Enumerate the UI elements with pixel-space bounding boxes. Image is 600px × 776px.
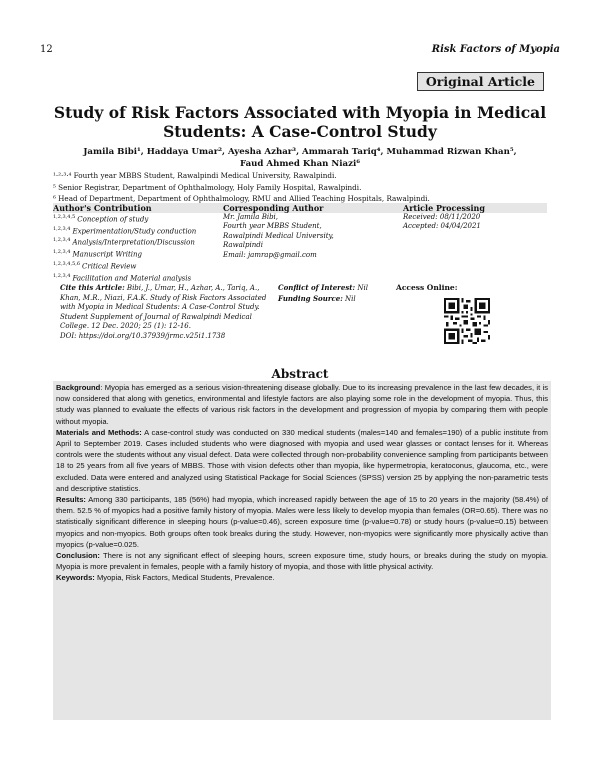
funding-label: Funding Source: bbox=[278, 293, 343, 303]
keywords-label: Keywords: bbox=[56, 573, 95, 583]
accepted-date: Accepted: 04/04/2021 bbox=[403, 222, 481, 231]
contrib-text: Experimentation/Study conduction bbox=[72, 227, 197, 236]
abstract-box bbox=[53, 381, 551, 720]
conclusion-label: Conclusion: bbox=[56, 551, 100, 561]
corresponding-heading: Corresponding Author bbox=[223, 203, 324, 213]
abstract-title: Abstract bbox=[271, 367, 329, 381]
paper-title: Study of Risk Factors Associated with Myopia in Medical Students: A Case-Control Study bbox=[53, 103, 547, 141]
affiliation: ⁵ Senior Registrar, Department of Ophthalmology, Holy Family Hospital, Rawalpindi. bbox=[53, 182, 362, 192]
conflict-label: Conflict of Interest: bbox=[278, 283, 356, 292]
corresponding-line: Mr. Jamila Bibi, bbox=[223, 213, 279, 221]
contrib-text: Conception of study bbox=[77, 215, 149, 224]
info-grid-body bbox=[53, 213, 547, 283]
author-list bbox=[40, 146, 560, 170]
article-type-badge: Original Article bbox=[417, 72, 544, 91]
doi-link[interactable]: DOI: https://doi.org/10.37939/jrmc.v25i1.1738 bbox=[60, 331, 226, 340]
corresponding-author bbox=[223, 213, 403, 283]
methods-text: A case-control study was conducted on 330 medical students (males=140 and females=190) of a public institute from April to September 2019. Cases included students who were diagnosed with myopia and used wear glasses or contact lenses for it. Whereas controls were the students without any visual defect. Data were collected through non-probability convenience sampling from participants between 18 to 25 years from all five years of MBBS. Those with vision defects other than myopia, like hypermetropia, keratoconus, glaucoma, etc., were excluded. Data were entered and analyzed using Statistical Package for Social Sciences (SPSS) version 25 by applying the non-parametric tests and descriptive statistics. bbox=[56, 427, 548, 493]
results-text: Among 330 participants, 185 (56%) had myopia, which increased rapidly between the age of 15 to 20 years in the majority (58.4%) of them. 52.5 % of myopics had a positive family history of myopia. Males were less likely to develop myopia than females (OR=0.65). There was no statistically significant difference in sleeping hours (p-value=0.46), screen exposure time (p-value=0.78) or study hours (p-value=0.15) between myopics and non-myopics. Both groups often took breaks during the study. However, non-myopics were significantly more physically active than myopics (p-value=0.025. bbox=[56, 495, 548, 549]
contrib-item bbox=[53, 213, 223, 225]
running-title: Risk Factors of Myopia bbox=[431, 44, 560, 55]
abstract-methods bbox=[56, 427, 548, 494]
page-number: 12 bbox=[40, 44, 53, 55]
contrib-sup: 1,2,3,4 bbox=[53, 237, 71, 244]
contrib-text: Facilitation and Material analysis bbox=[72, 274, 192, 282]
cite-text: Bibi, J., Umar, H., Azhar, A., Tariq, A., Khan, M.R., Niazi, F.A.K. Study of Risk Factors Associated with Myopia in Medical Students: A Case-Control Study. Student Supplement of Journal of Rawalpindi Medical College. 12 Dec. 2020; 25 (1): 12-16. bbox=[60, 284, 267, 331]
contrib-item bbox=[53, 272, 223, 284]
received-date: Received: 08/11/2020 bbox=[403, 213, 481, 221]
conflict-block bbox=[278, 283, 368, 304]
affiliations bbox=[53, 170, 430, 205]
conflict-value: Nil bbox=[357, 284, 368, 292]
corresponding-line: Rawalpindi Medical University, bbox=[223, 231, 334, 240]
keywords-text: Myopia, Risk Factors, Medical Students, Prevalence. bbox=[94, 573, 275, 583]
article-processing bbox=[403, 213, 547, 283]
methods-label: Materials and Methods: bbox=[56, 427, 142, 437]
contrib-text: Manuscript Writing bbox=[72, 250, 142, 259]
contrib-sup: 1,2,3,4 bbox=[53, 272, 71, 279]
citation-block bbox=[60, 283, 272, 342]
author-line-1: Jamila Bibi¹, Haddaya Umar², Ayesha Azhar³, Ammarah Tariq⁴, Muhammad Rizwan Khan⁵, bbox=[83, 147, 517, 157]
author-line-2: Faud Ahmed Khan Niazi⁶ bbox=[239, 159, 361, 169]
access-online-label: Access Online: bbox=[396, 283, 458, 292]
contrib-item bbox=[53, 248, 223, 260]
contrib-sup: 1,2,3,4,5 bbox=[53, 214, 76, 220]
contrib-sup: 1,2,3,4,5,6 bbox=[53, 260, 81, 267]
abstract-results bbox=[56, 494, 548, 550]
corresponding-line: Rawalpindi bbox=[223, 241, 263, 250]
abstract-keywords bbox=[56, 572, 548, 583]
results-label: Results: bbox=[56, 495, 86, 505]
contrib-text: Analysis/Interpretation/Discussion bbox=[72, 238, 195, 247]
affiliation: ¹·²·³·⁴ Fourth year MBBS Student, Rawalpindi Medical University, Rawalpindi. bbox=[53, 171, 337, 180]
contrib-heading: Author's Contribution bbox=[53, 203, 152, 213]
cite-label: Cite this Article: bbox=[60, 283, 125, 292]
info-grid-header bbox=[53, 203, 547, 213]
conclusion-text: There is not any significant effect of sleeping hours, screen exposure time, study hours, or breaks during the study on myopia. Myopia is more prevalent in females, people with a family history of myopia, and those with little physical activity. bbox=[56, 551, 548, 572]
contrib-sup: 1,2,3,4 bbox=[53, 249, 71, 256]
contrib-sup: 1,2,3,4 bbox=[53, 225, 71, 232]
contrib-item bbox=[53, 225, 223, 237]
contrib-item bbox=[53, 260, 223, 272]
contrib-item bbox=[53, 236, 223, 248]
contrib-text: Critical Review bbox=[82, 262, 137, 271]
qr-code-icon[interactable] bbox=[444, 298, 490, 344]
affiliation: ⁶ Head of Department, Department of Ophthalmology, RMU and Allied Teaching Hospitals, Rawalpindi. bbox=[53, 194, 430, 203]
corresponding-email[interactable]: Email: jamrap@gmail.com bbox=[223, 250, 317, 259]
background-label: Background bbox=[56, 383, 101, 392]
abstract-conclusion bbox=[56, 550, 548, 572]
abstract-background bbox=[56, 382, 548, 427]
contrib-list bbox=[53, 213, 223, 283]
article-info-grid bbox=[53, 203, 547, 283]
processing-heading: Article Processing bbox=[403, 203, 485, 213]
corresponding-line: Fourth year MBBS Student, bbox=[223, 222, 322, 231]
background-text: : Myopia has emerged as a serious vision-threatening disease globally. Due to its increasing prevalence in the last few decades, it is now considered that along with genetics, environmental and lifestyle factors are also playing some role in the development of myopia. Thus, this study was planned to evaluate the effects of various risk factors in the development and progression of myopia by comparing them with people without myopia. bbox=[56, 383, 548, 426]
funding-value: Nil bbox=[345, 294, 356, 303]
